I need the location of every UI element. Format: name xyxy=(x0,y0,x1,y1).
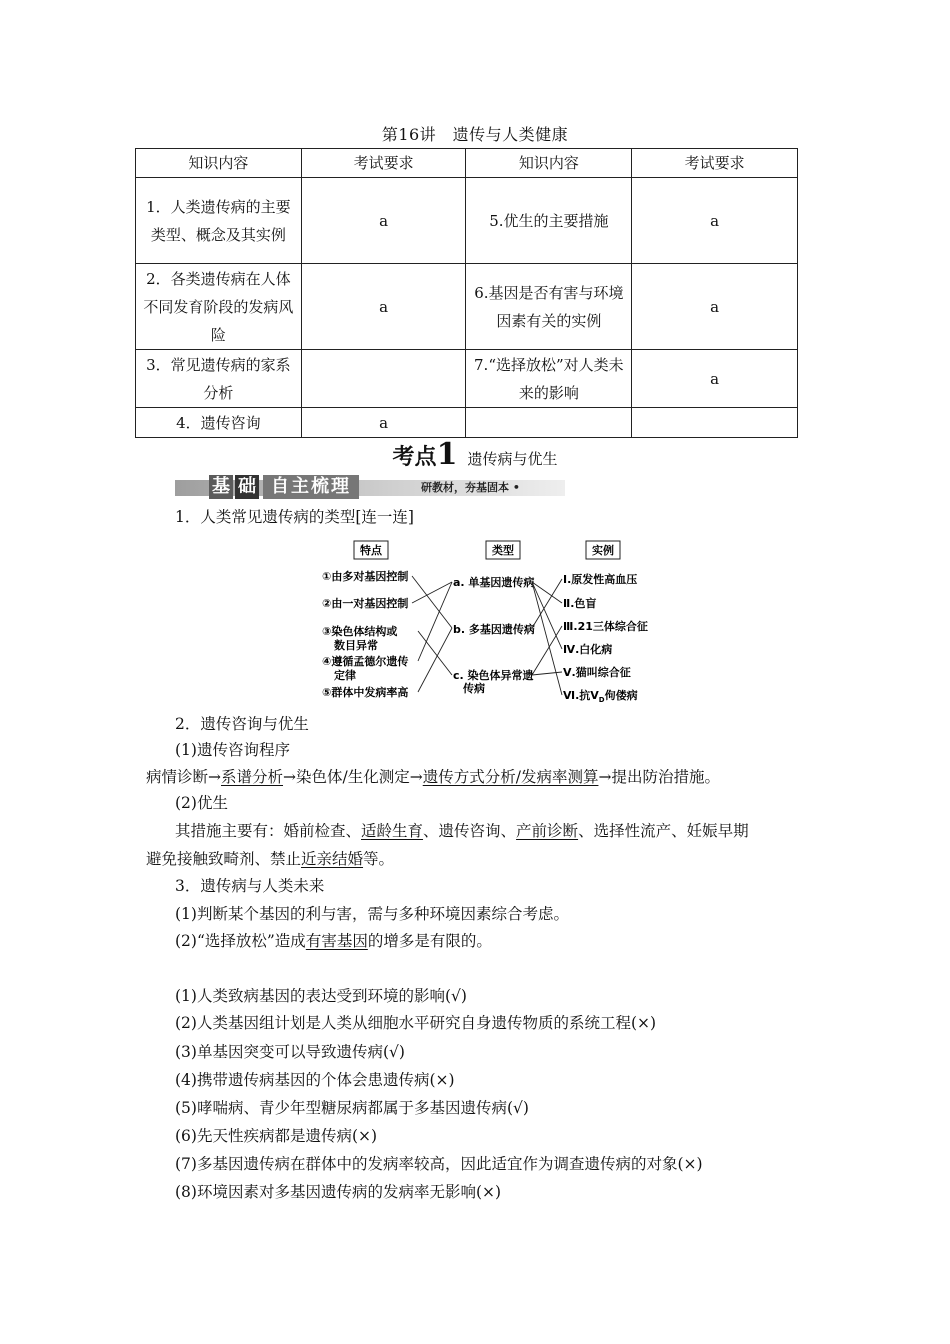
table-cell: a xyxy=(632,350,798,408)
feature-item: ①由多对基因控制 xyxy=(322,570,409,583)
table-cell: a xyxy=(632,264,798,350)
table-header: 考试要求 xyxy=(632,149,798,178)
flow-answer: 系谱分析 xyxy=(221,768,284,786)
section3-heading: 3．遗传病与人类未来 xyxy=(175,877,325,895)
section2-sub2: (2)优生 xyxy=(175,794,228,812)
measures-text: 、选择性流产、妊娠早期 xyxy=(578,822,749,840)
measures-text: 等。 xyxy=(363,850,395,868)
table-cell: 7.“选择放松”对人类未来的影响 xyxy=(466,350,632,408)
section1-heading: 1．人类常见遗传病的类型[连一连] xyxy=(175,508,414,526)
flow-text: →提出防治措施。 xyxy=(598,768,720,786)
feature-item: ⑤群体中发病率高 xyxy=(322,686,409,699)
connector-line xyxy=(532,672,562,675)
table-header: 考试要求 xyxy=(301,149,466,178)
judgment-item: (8)环境因素对多基因遗传病的发病率无影响(×) xyxy=(175,1183,502,1201)
feature-item: ④遵循孟德尔遗传 xyxy=(322,655,409,668)
section3-p1: (1)判断某个基因的利与害，需与多种环境因素综合考虑。 xyxy=(175,905,569,923)
matching-diagram xyxy=(300,535,670,710)
kaodian-prefix: 考点 xyxy=(392,445,437,470)
table-cell: 2．各类遗传病在人体不同发育阶段的发病风险 xyxy=(136,264,302,350)
connector-line xyxy=(532,579,562,628)
table-cell xyxy=(632,408,798,438)
p2-text: (2)“选择放松”造成 xyxy=(175,932,306,950)
kaodian-number: 1 xyxy=(436,437,458,472)
feature-item: ③染色体结构或 xyxy=(322,625,398,638)
judgment-item: (1)人类致病基因的表达受到环境的影响(√) xyxy=(175,987,467,1005)
example-item: Ⅰ.原发性高血压 xyxy=(563,573,638,586)
table-cell: 5.优生的主要措施 xyxy=(466,178,632,264)
judgment-item: (3)单基因突变可以导致遗传病(√) xyxy=(175,1043,405,1061)
table-row xyxy=(136,350,798,408)
table-header: 知识内容 xyxy=(136,149,302,178)
example-item: Ⅳ.白化病 xyxy=(563,643,613,656)
measures-text: 、遗传咨询、 xyxy=(423,822,517,840)
measures-text: 避免接触致畸剂、禁止 xyxy=(146,850,302,868)
measures-answer: 适龄生育 xyxy=(361,822,424,840)
connector-line xyxy=(412,576,452,628)
table-header-row xyxy=(136,149,798,178)
table-cell: a xyxy=(301,178,466,264)
section2-sub1: (1)遗传咨询程序 xyxy=(175,741,290,759)
table-cell: 1．人类遗传病的主要类型、概念及其实例 xyxy=(136,178,302,264)
connector-line xyxy=(412,582,452,603)
kaodian-heading xyxy=(0,437,950,472)
flow-answer: 遗传方式分析/发病率测算 xyxy=(422,768,599,786)
judgment-item: (4)携带遗传病基因的个体会患遗传病(×) xyxy=(175,1071,455,1089)
example-item: Ⅲ.21三体综合征 xyxy=(563,620,648,633)
kaodian-subtitle: 遗传病与优生 xyxy=(467,450,558,468)
table-row xyxy=(136,178,798,264)
table-cell xyxy=(466,408,632,438)
p2-answer: 有害基因 xyxy=(305,932,368,950)
p2-text: 的增多是有限的。 xyxy=(367,932,492,950)
table-cell: a xyxy=(632,178,798,264)
example-item: Ⅵ.抗$V_D$佝偻病 xyxy=(563,689,638,704)
procedure-flow xyxy=(146,764,720,790)
example-item: Ⅴ.猫叫综合征 xyxy=(563,666,631,679)
feature-item: 定律 xyxy=(334,669,356,682)
judgment-item: (2)人类基因组计划是人类从细胞水平研究自身遗传物质的系统工程(×) xyxy=(175,1014,657,1032)
table-cell: a xyxy=(301,408,466,438)
feature-item: ②由一对基因控制 xyxy=(322,597,409,610)
section2-heading: 2．遗传咨询与优生 xyxy=(175,715,309,733)
judgment-item: (7)多基因遗传病在群体中的发病率较高，因此适宜作为调查遗传病的对象(×) xyxy=(175,1155,703,1173)
flow-text: 病情诊断→ xyxy=(146,768,221,786)
type-item: 传病 xyxy=(463,682,485,695)
feature-item: 数目异常 xyxy=(334,639,378,652)
banner-title: 自主梳理 xyxy=(263,475,359,499)
banner-note: 研教材，夯基固本 • xyxy=(421,481,520,494)
type-item: a. 单基因遗传病 xyxy=(453,576,535,589)
example-item: Ⅱ.色盲 xyxy=(563,597,597,610)
type-item: b. 多基因遗传病 xyxy=(453,623,535,636)
judgment-item: (6)先天性疾病都是遗传病(×) xyxy=(175,1127,378,1145)
table-cell xyxy=(301,350,466,408)
table-header: 知识内容 xyxy=(466,149,632,178)
banner-char: 基 xyxy=(209,475,233,499)
lesson-title: 第16讲 遗传与人类健康 xyxy=(381,125,569,144)
table-cell: a xyxy=(301,264,466,350)
col-header-type: 类型 xyxy=(492,544,514,557)
table-row xyxy=(136,408,798,438)
col-header-example: 实例 xyxy=(592,544,614,557)
measures-line xyxy=(146,846,394,872)
col-header-feature: 特点 xyxy=(360,544,382,557)
measures-text: 其措施主要有：婚前检查、 xyxy=(175,822,362,840)
section-banner xyxy=(175,475,565,502)
banner-char: 础 xyxy=(235,475,259,499)
flow-text: →染色体/生化测定→ xyxy=(283,768,423,786)
requirements-table xyxy=(135,148,798,438)
connector-line xyxy=(532,626,562,675)
section3-p2 xyxy=(175,928,492,954)
measures-line xyxy=(175,818,749,844)
table-cell: 6.基因是否有害与环境因素有关的实例 xyxy=(466,264,632,350)
table-row xyxy=(136,264,798,350)
table-cell: 4．遗传咨询 xyxy=(136,408,302,438)
table-cell: 3．常见遗传病的家系分析 xyxy=(136,350,302,408)
type-item: c. 染色体异常遗 xyxy=(453,669,534,682)
measures-answer: 产前诊断 xyxy=(516,822,579,840)
measures-answer: 近亲结婚 xyxy=(301,850,364,868)
judgment-item: (5)哮喘病、青少年型糖尿病都属于多基因遗传病(√) xyxy=(175,1099,529,1117)
